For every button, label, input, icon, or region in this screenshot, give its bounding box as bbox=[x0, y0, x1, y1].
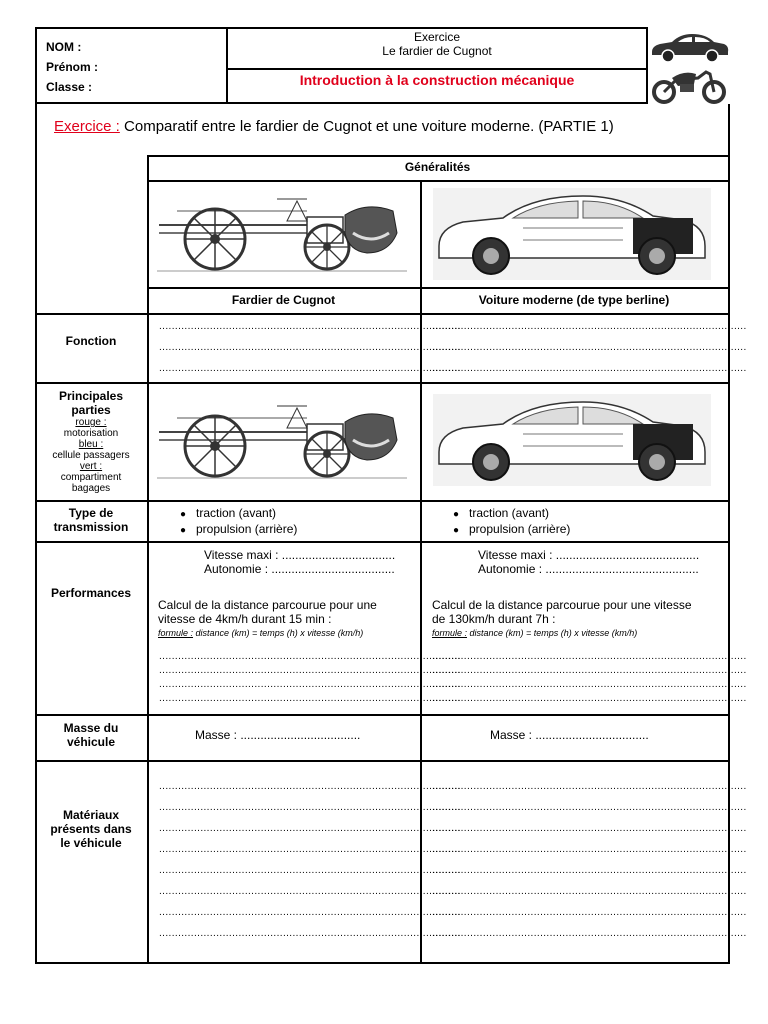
performances-left-fields bbox=[204, 548, 395, 576]
option-propulsion[interactable]: ● propulsion (arrière) bbox=[179, 522, 298, 536]
materiaux-label-1: Matériaux bbox=[62, 808, 120, 822]
row-label-transmission bbox=[37, 506, 145, 534]
answer-line[interactable]: ................................................................................................... bbox=[432, 321, 747, 332]
divider bbox=[147, 180, 728, 182]
answer-line[interactable]: ................................................................................................... bbox=[432, 823, 747, 834]
row-label-masse bbox=[37, 721, 145, 749]
answer-line[interactable]: ................................................................................................... bbox=[432, 844, 747, 855]
transmission-options-left bbox=[170, 506, 297, 538]
calc-text-2: vitesse de 4km/h durant 15 min : bbox=[158, 612, 332, 626]
student-info bbox=[46, 37, 98, 97]
materiaux-label-3: le véhicule bbox=[60, 836, 122, 850]
classe-label: Classe : bbox=[46, 80, 93, 94]
vitesse-maxi-field[interactable]: Vitesse maxi : ........................................... bbox=[478, 548, 700, 562]
legend-cellule: cellule passagers bbox=[52, 450, 130, 461]
masse-field-right[interactable]: Masse : .................................. bbox=[490, 728, 649, 742]
divider bbox=[147, 287, 728, 289]
answer-line[interactable]: ............................................................................................... bbox=[159, 928, 461, 939]
principales-label-1: Principales bbox=[58, 389, 124, 403]
formula: formule : distance (km) = temps (h) x vitesse (km/h) bbox=[158, 628, 364, 638]
answer-line[interactable]: ............................................................................................... bbox=[159, 679, 461, 690]
answer-line[interactable]: ................................................................................................... bbox=[432, 781, 747, 792]
calc-right bbox=[432, 598, 692, 640]
row-label-fonction: Fonction bbox=[65, 334, 117, 348]
title-exercice: Exercice bbox=[413, 30, 460, 44]
answer-line[interactable]: ............................................................................................... bbox=[159, 781, 461, 792]
materiaux-label-2: présents dans bbox=[50, 822, 132, 836]
row-label-principales bbox=[37, 389, 145, 494]
answer-line[interactable]: ............................................................................................... bbox=[159, 907, 461, 918]
answer-line[interactable]: ............................................................................................... bbox=[159, 823, 461, 834]
nom-label: NOM : bbox=[46, 40, 82, 54]
calc-text-1: Calcul de la distance parcourue pour une bbox=[158, 598, 377, 612]
answer-line[interactable]: ............................................................................................... bbox=[159, 802, 461, 813]
modern-car-image bbox=[433, 188, 711, 280]
divider bbox=[147, 313, 149, 963]
answer-line[interactable]: ................................................................................................... bbox=[432, 693, 747, 704]
answer-line[interactable]: ............................................................................................... bbox=[159, 651, 461, 662]
answer-line[interactable]: ................................................................................................... bbox=[432, 907, 747, 918]
answer-line[interactable]: ................................................................................................... bbox=[432, 679, 747, 690]
answer-line[interactable]: ............................................................................................... bbox=[159, 363, 461, 374]
option-propulsion[interactable]: ● propulsion (arrière) bbox=[452, 522, 571, 536]
prenom-label: Prénom : bbox=[46, 60, 99, 74]
legend-vert: vert : bbox=[79, 461, 103, 472]
option-traction[interactable]: ● traction (avant) bbox=[179, 506, 277, 520]
row-label-materiaux bbox=[37, 808, 145, 850]
transmission-options-right bbox=[443, 506, 570, 538]
motorcycle-icon bbox=[650, 64, 730, 104]
masse-label-2: véhicule bbox=[66, 735, 116, 749]
answer-line[interactable]: ................................................................................................... bbox=[432, 802, 747, 813]
vitesse-maxi-field[interactable]: Vitesse maxi : .................................. bbox=[204, 548, 396, 562]
legend-rouge: rouge : bbox=[75, 417, 107, 428]
answer-line[interactable]: ................................................................................................... bbox=[432, 665, 747, 676]
divider bbox=[35, 382, 730, 384]
divider bbox=[35, 760, 730, 762]
masse-label-1: Masse du bbox=[63, 721, 119, 735]
answer-line[interactable]: ............................................................................................... bbox=[159, 886, 461, 897]
answer-line[interactable]: ............................................................................................... bbox=[159, 693, 461, 704]
subtitle: Introduction à la construction mécanique bbox=[299, 72, 575, 88]
autonomie-field[interactable]: Autonomie : ..................................... bbox=[204, 562, 395, 576]
answer-line[interactable]: ................................................................................................... bbox=[432, 363, 747, 374]
legend-bagages: bagages bbox=[71, 483, 111, 494]
principales-label-2: parties bbox=[71, 403, 111, 417]
car-icon bbox=[650, 28, 730, 64]
title-block bbox=[226, 30, 648, 58]
divider bbox=[35, 714, 730, 716]
answer-line[interactable]: ............................................................................................... bbox=[159, 665, 461, 676]
answer-line[interactable]: ............................................................................................... bbox=[159, 844, 461, 855]
answer-line[interactable]: ................................................................................................... bbox=[432, 865, 747, 876]
performances-right-fields bbox=[478, 548, 699, 576]
row-label-performances: Performances bbox=[50, 586, 132, 600]
answer-line[interactable]: ................................................................................................... bbox=[432, 886, 747, 897]
legend-motorisation: motorisation bbox=[63, 428, 119, 439]
answer-line[interactable]: ............................................................................................... bbox=[159, 865, 461, 876]
exercise-label: Exercice : bbox=[54, 118, 120, 135]
fardier-cugnot-image bbox=[157, 193, 407, 275]
exercise-heading bbox=[54, 118, 614, 135]
answer-line[interactable]: ............................................................................................... bbox=[159, 342, 461, 353]
col-right-header: Voiture moderne (de type berline) bbox=[478, 293, 670, 307]
transmission-label-2: transmission bbox=[53, 520, 129, 534]
option-traction[interactable]: ● traction (avant) bbox=[452, 506, 550, 520]
autonomie-field[interactable]: Autonomie : .............................................. bbox=[478, 562, 699, 576]
answer-line[interactable]: ................................................................................................... bbox=[432, 651, 747, 662]
legend-bleu: bleu : bbox=[78, 439, 104, 450]
divider bbox=[35, 541, 730, 543]
answer-line[interactable]: ............................................................................................... bbox=[159, 321, 461, 332]
calc-text-2: de 130km/h durant 7h : bbox=[432, 612, 556, 626]
generalites-header: Généralités bbox=[404, 160, 471, 174]
transmission-label-1: Type de bbox=[68, 506, 114, 520]
masse-field-left[interactable]: Masse : .................................... bbox=[195, 728, 361, 742]
calc-left bbox=[158, 598, 377, 640]
calc-text-1: Calcul de la distance parcourue pour une vitesse bbox=[432, 598, 692, 612]
divider bbox=[35, 500, 730, 502]
answer-line[interactable]: ................................................................................................... bbox=[432, 928, 747, 939]
answer-line[interactable]: ................................................................................................... bbox=[432, 342, 747, 353]
formula: formule : distance (km) = temps (h) x vitesse (km/h) bbox=[432, 628, 638, 638]
exercise-text: Comparatif entre le fardier de Cugnot et une voiture moderne. (PARTIE 1) bbox=[124, 118, 614, 135]
legend-compartiment: compartiment bbox=[60, 472, 122, 483]
title-fardier: Le fardier de Cugnot bbox=[382, 44, 492, 58]
col-left-header: Fardier de Cugnot bbox=[231, 293, 336, 307]
